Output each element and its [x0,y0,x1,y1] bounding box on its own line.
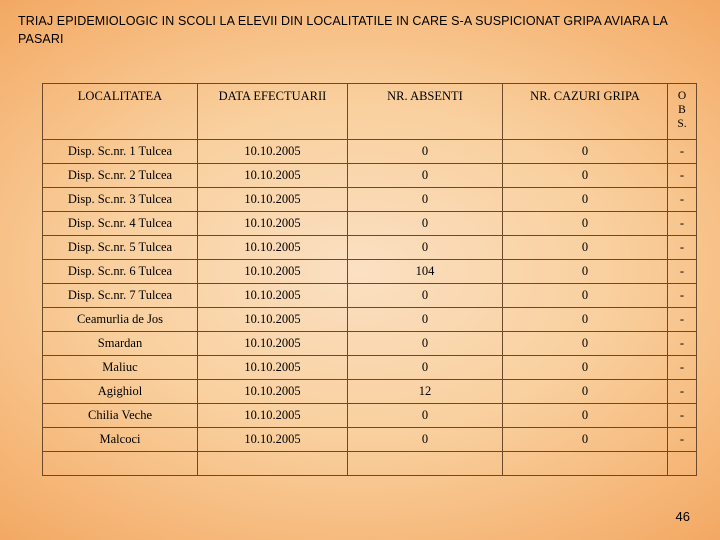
cell-localitatea: Malcoci [43,428,198,452]
cell-obs: - [668,260,697,284]
cell-data-efectuarii: 10.10.2005 [198,308,348,332]
cell-nr-cazuri-gripa: 0 [503,404,668,428]
cell-obs: - [668,428,697,452]
cell-nr-cazuri-gripa: 0 [503,140,668,164]
cell-data-efectuarii: 10.10.2005 [198,380,348,404]
table-row [43,164,697,188]
cell-localitatea: Maliuc [43,356,198,380]
cell-obs: - [668,332,697,356]
table-row [43,332,697,356]
cell-data-efectuarii: 10.10.2005 [198,236,348,260]
table-row [43,212,697,236]
cell-localitatea: Smardan [43,332,198,356]
cell-obs: - [668,356,697,380]
cell-data-efectuarii: 10.10.2005 [198,164,348,188]
cell-obs: - [668,164,697,188]
cell-nr-cazuri-gripa: 0 [503,380,668,404]
header-obs-text: O B S. [677,90,687,130]
cell-nr-absenti: 0 [348,188,503,212]
table-row [43,140,697,164]
cell-data-efectuarii: 10.10.2005 [198,428,348,452]
cell-nr-absenti: 0 [348,404,503,428]
empty-cell [198,452,348,476]
cell-nr-cazuri-gripa: 0 [503,428,668,452]
table-row [43,428,697,452]
cell-obs: - [668,284,697,308]
cell-localitatea: Disp. Sc.nr. 4 Tulcea [43,212,198,236]
cell-data-efectuarii: 10.10.2005 [198,140,348,164]
cell-localitatea: Chilia Veche [43,404,198,428]
page-title: TRIAJ EPIDEMIOLOGIC IN SCOLI LA ELEVII DIN LOCALITATILE IN CARE S-A SUSPICIONAT GRIPA AVIARA LA PASARI [18,14,668,46]
cell-obs: - [668,212,697,236]
header-nr-cazuri-gripa: NR. CAZURI GRIPA [503,84,668,140]
header-obs [668,84,697,140]
cell-localitatea: Disp. Sc.nr. 1 Tulcea [43,140,198,164]
cell-obs: - [668,404,697,428]
empty-cell [503,452,668,476]
empty-cell [668,452,697,476]
cell-nr-cazuri-gripa: 0 [503,212,668,236]
cell-nr-absenti: 0 [348,284,503,308]
cell-obs: - [668,188,697,212]
empty-cell [43,452,198,476]
cell-nr-absenti: 0 [348,212,503,236]
cell-localitatea: Disp. Sc.nr. 5 Tulcea [43,236,198,260]
cell-localitatea: Disp. Sc.nr. 3 Tulcea [43,188,198,212]
cell-localitatea: Disp. Sc.nr. 2 Tulcea [43,164,198,188]
page-number: 46 [675,509,690,524]
cell-localitatea: Disp. Sc.nr. 7 Tulcea [43,284,198,308]
cell-nr-absenti: 104 [348,260,503,284]
table-row [43,356,697,380]
cell-nr-cazuri-gripa: 0 [503,164,668,188]
cell-obs: - [668,140,697,164]
empty-cell [348,452,503,476]
cell-data-efectuarii: 10.10.2005 [198,332,348,356]
cell-nr-cazuri-gripa: 0 [503,236,668,260]
cell-nr-absenti: 0 [348,308,503,332]
header-data-efectuarii: DATA EFECTUARII [198,84,348,140]
cell-data-efectuarii: 10.10.2005 [198,260,348,284]
table-header-row [43,84,697,140]
cell-nr-absenti: 0 [348,164,503,188]
cell-nr-cazuri-gripa: 0 [503,188,668,212]
cell-nr-absenti: 0 [348,236,503,260]
cell-nr-absenti: 0 [348,356,503,380]
cell-nr-cazuri-gripa: 0 [503,260,668,284]
cell-nr-cazuri-gripa: 0 [503,308,668,332]
header-nr-absenti: NR. ABSENTI [348,84,503,140]
cell-nr-absenti: 0 [348,428,503,452]
cell-data-efectuarii: 10.10.2005 [198,284,348,308]
table-row [43,260,697,284]
cell-nr-cazuri-gripa: 0 [503,284,668,308]
cell-localitatea: Agighiol [43,380,198,404]
cell-nr-cazuri-gripa: 0 [503,356,668,380]
header-localitatea: LOCALITATEA [43,84,198,140]
cell-nr-cazuri-gripa: 0 [503,332,668,356]
cell-localitatea: Disp. Sc.nr. 6 Tulcea [43,260,198,284]
cell-obs: - [668,308,697,332]
table-row-empty [43,452,697,476]
table-row [43,404,697,428]
cell-nr-absenti: 0 [348,140,503,164]
cell-localitatea: Ceamurlia de Jos [43,308,198,332]
cell-data-efectuarii: 10.10.2005 [198,188,348,212]
table-row [43,236,697,260]
table-row [43,380,697,404]
cell-data-efectuarii: 10.10.2005 [198,404,348,428]
cell-obs: - [668,236,697,260]
cell-data-efectuarii: 10.10.2005 [198,356,348,380]
data-table [42,83,697,476]
table-row [43,188,697,212]
cell-nr-absenti: 12 [348,380,503,404]
cell-data-efectuarii: 10.10.2005 [198,212,348,236]
cell-nr-absenti: 0 [348,332,503,356]
table-row [43,284,697,308]
cell-obs: - [668,380,697,404]
table-row [43,308,697,332]
